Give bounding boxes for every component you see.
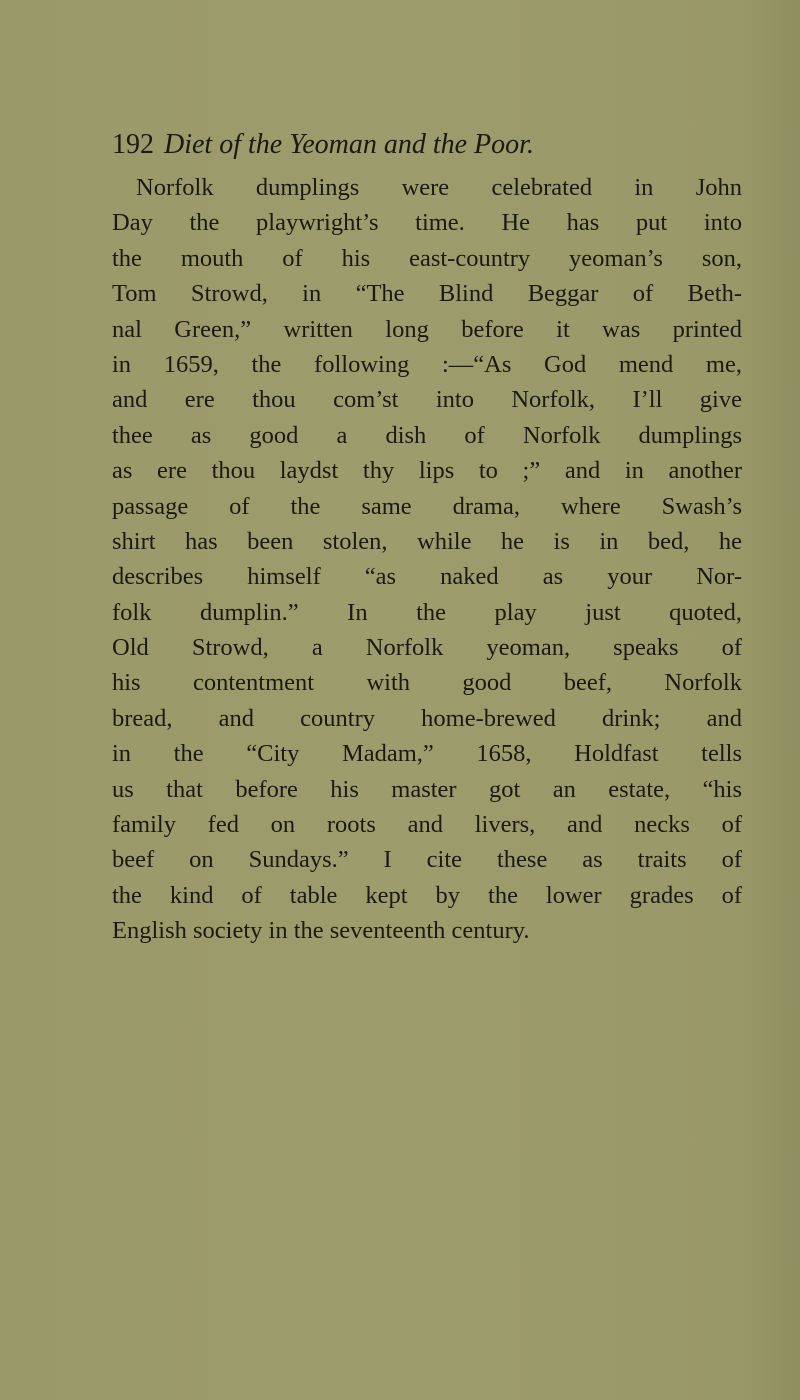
text-line: passage of the same drama, where Swash’s <box>112 492 742 520</box>
text-line: describes himself “as naked as your Nor- <box>112 563 742 591</box>
text-line: the kind of table kept by the lower grades of <box>112 881 742 909</box>
body-paragraph <box>112 170 742 949</box>
page-number: 192 <box>112 129 154 160</box>
running-title: Diet of the Yeoman and the Poor. <box>164 129 534 160</box>
text-line: bread, and country home-brewed drink; and <box>112 704 742 732</box>
text-line: English society in the seventeenth century. <box>112 917 530 945</box>
text-line: in the “City Madam,” 1658, Holdfast tells <box>112 740 742 768</box>
text-line: Day the playwright’s time. He has put into <box>112 209 742 237</box>
text-line: thee as good a dish of Norfolk dumplings <box>112 421 742 449</box>
text-line: family fed on roots and livers, and necks of <box>112 811 742 839</box>
text-line: nal Green,” written long before it was printed <box>112 315 742 343</box>
text-line: his contentment with good beef, Norfolk <box>112 669 742 697</box>
text-line: shirt has been stolen, while he is in bed, he <box>112 527 742 555</box>
text-line: folk dumplin.” In the play just quoted, <box>112 598 742 626</box>
text-line: beef on Sundays.” I cite these as traits of <box>112 846 742 874</box>
text-line: the mouth of his east-country yeoman’s son, <box>112 244 742 272</box>
text-line: Norfolk dumplings were celebrated in John <box>136 174 742 201</box>
text-line: Tom Strowd, in “The Blind Beggar of Beth- <box>112 280 742 308</box>
running-header <box>112 125 534 165</box>
text-line: and ere thou com’st into Norfolk, I’ll give <box>112 386 742 414</box>
text-line: as ere thou laydst thy lips to ;” and in another <box>112 457 742 485</box>
text-line: in 1659, the following :—“As God mend me, <box>112 350 742 378</box>
text-line: us that before his master got an estate, “his <box>112 775 742 803</box>
text-line: Old Strowd, a Norfolk yeoman, speaks of <box>112 634 742 662</box>
